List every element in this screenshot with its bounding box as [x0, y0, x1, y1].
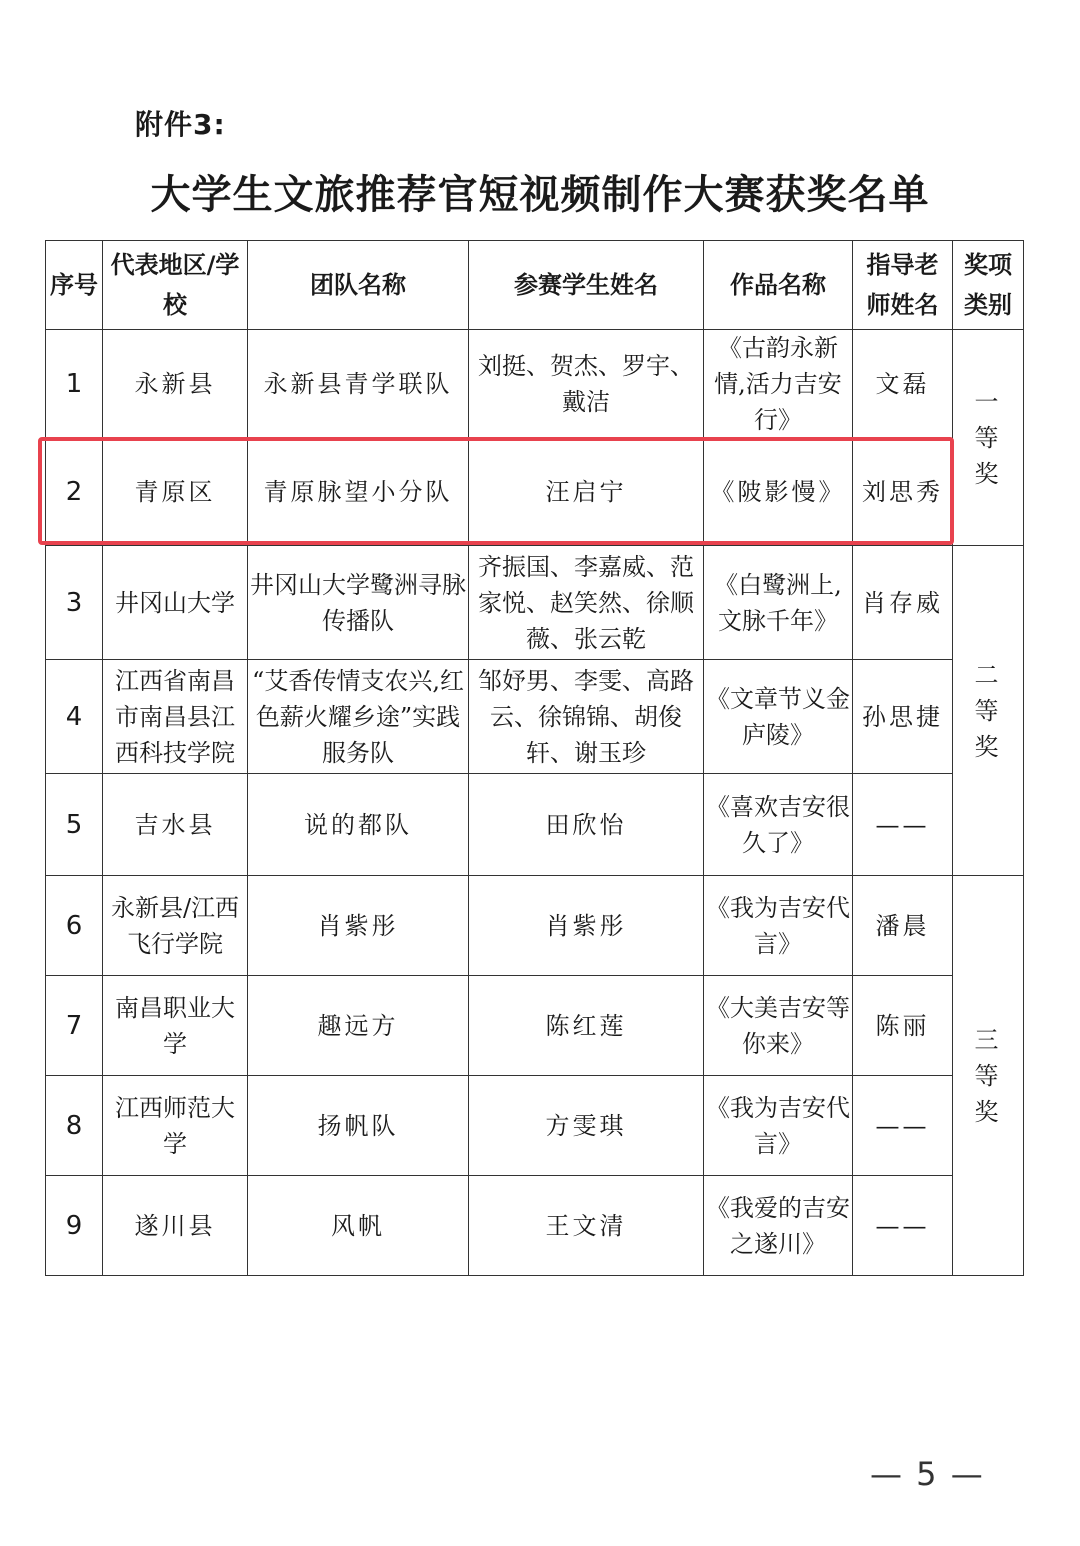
row-students: 陈红莲	[469, 976, 704, 1076]
row-teacher: 陈丽	[853, 976, 953, 1076]
table-row	[46, 660, 1024, 774]
row-students: 王文清	[469, 1176, 704, 1276]
row-team: 青原脉望小分队	[248, 439, 469, 546]
row-teacher: ——	[853, 1176, 953, 1276]
award-list-table	[45, 240, 1024, 1276]
row-work: 《我为吉安代言》	[704, 876, 853, 976]
row-work: 《古韵永新情,活力吉安行》	[704, 330, 853, 439]
row-teacher: ——	[853, 774, 953, 876]
table-row	[46, 976, 1024, 1076]
table-row	[46, 876, 1024, 976]
row-region: 江西师范大学	[103, 1076, 248, 1176]
row-team: 肖紫彤	[248, 876, 469, 976]
award-category-second: 二等奖	[953, 546, 1024, 876]
row-teacher: ——	[853, 1076, 953, 1176]
highlight-box-row-2	[38, 437, 954, 545]
row-no: 5	[46, 774, 103, 876]
row-students: 田欣怡	[469, 774, 704, 876]
table-row	[46, 1176, 1024, 1276]
row-region: 遂川县	[103, 1176, 248, 1276]
row-team: 趣远方	[248, 976, 469, 1076]
row-team: 永新县青学联队	[248, 330, 469, 439]
document-title: 大学生文旅推荐官短视频制作大赛获奖名单	[150, 172, 930, 218]
row-team: 风帆	[248, 1176, 469, 1276]
award-category-third: 三等奖	[953, 876, 1024, 1276]
table-row	[46, 1076, 1024, 1176]
row-work: 《我为吉安代言》	[704, 1076, 853, 1176]
row-work: 《文章节义金庐陵》	[704, 660, 853, 774]
header-award: 奖项类别	[953, 241, 1024, 330]
row-students: 肖紫彤	[469, 876, 704, 976]
row-students: 汪启宁	[469, 439, 704, 546]
row-no: 4	[46, 660, 103, 774]
row-no: 1	[46, 330, 103, 439]
row-team: 扬帆队	[248, 1076, 469, 1176]
row-teacher: 潘晨	[853, 876, 953, 976]
award-category-first: 一等奖	[953, 330, 1024, 546]
header-no: 序号	[46, 241, 103, 330]
row-work: 《陂影慢》	[704, 439, 853, 546]
header-region: 代表地区/学校	[103, 241, 248, 330]
row-no: 7	[46, 976, 103, 1076]
row-students: 方雯琪	[469, 1076, 704, 1176]
row-teacher: 肖存威	[853, 546, 953, 660]
row-work: 《我爱的吉安之遂川》	[704, 1176, 853, 1276]
row-no: 3	[46, 546, 103, 660]
row-teacher: 刘思秀	[853, 439, 953, 546]
row-region: 永新县	[103, 330, 248, 439]
table-row	[46, 774, 1024, 876]
table-row	[46, 546, 1024, 660]
row-students: 刘挺、贺杰、罗宇、戴洁	[469, 330, 704, 439]
row-region: 江西省南昌市南昌县江西科技学院	[103, 660, 248, 774]
header-team: 团队名称	[248, 241, 469, 330]
header-work: 作品名称	[704, 241, 853, 330]
table-row	[46, 330, 1024, 439]
row-region: 青原区	[103, 439, 248, 546]
row-region: 永新县/江西飞行学院	[103, 876, 248, 976]
table-header-row	[46, 241, 1024, 330]
row-no: 8	[46, 1076, 103, 1176]
page-number: — 5 —	[870, 1455, 985, 1493]
row-students: 齐振国、李嘉威、范家悦、赵笑然、徐顺薇、张云乾	[469, 546, 704, 660]
row-no: 9	[46, 1176, 103, 1276]
row-students: 邹妤男、李雯、高路云、徐锦锦、胡俊轩、谢玉珍	[469, 660, 704, 774]
row-teacher: 文磊	[853, 330, 953, 439]
row-work: 《白鹭洲上,文脉千年》	[704, 546, 853, 660]
attachment-label: 附件3:	[135, 108, 226, 141]
row-team: “艾香传情支农兴,红色薪火耀乡途”实践服务队	[248, 660, 469, 774]
header-teacher: 指导老师姓名	[853, 241, 953, 330]
row-team: 说的都队	[248, 774, 469, 876]
row-team: 井冈山大学鹭洲寻脉传播队	[248, 546, 469, 660]
row-work: 《大美吉安等你来》	[704, 976, 853, 1076]
header-students: 参赛学生姓名	[469, 241, 704, 330]
row-region: 吉水县	[103, 774, 248, 876]
row-no: 6	[46, 876, 103, 976]
row-work: 《喜欢吉安很久了》	[704, 774, 853, 876]
row-no: 2	[46, 439, 103, 546]
row-region: 南昌职业大学	[103, 976, 248, 1076]
row-region: 井冈山大学	[103, 546, 248, 660]
row-teacher: 孙思捷	[853, 660, 953, 774]
